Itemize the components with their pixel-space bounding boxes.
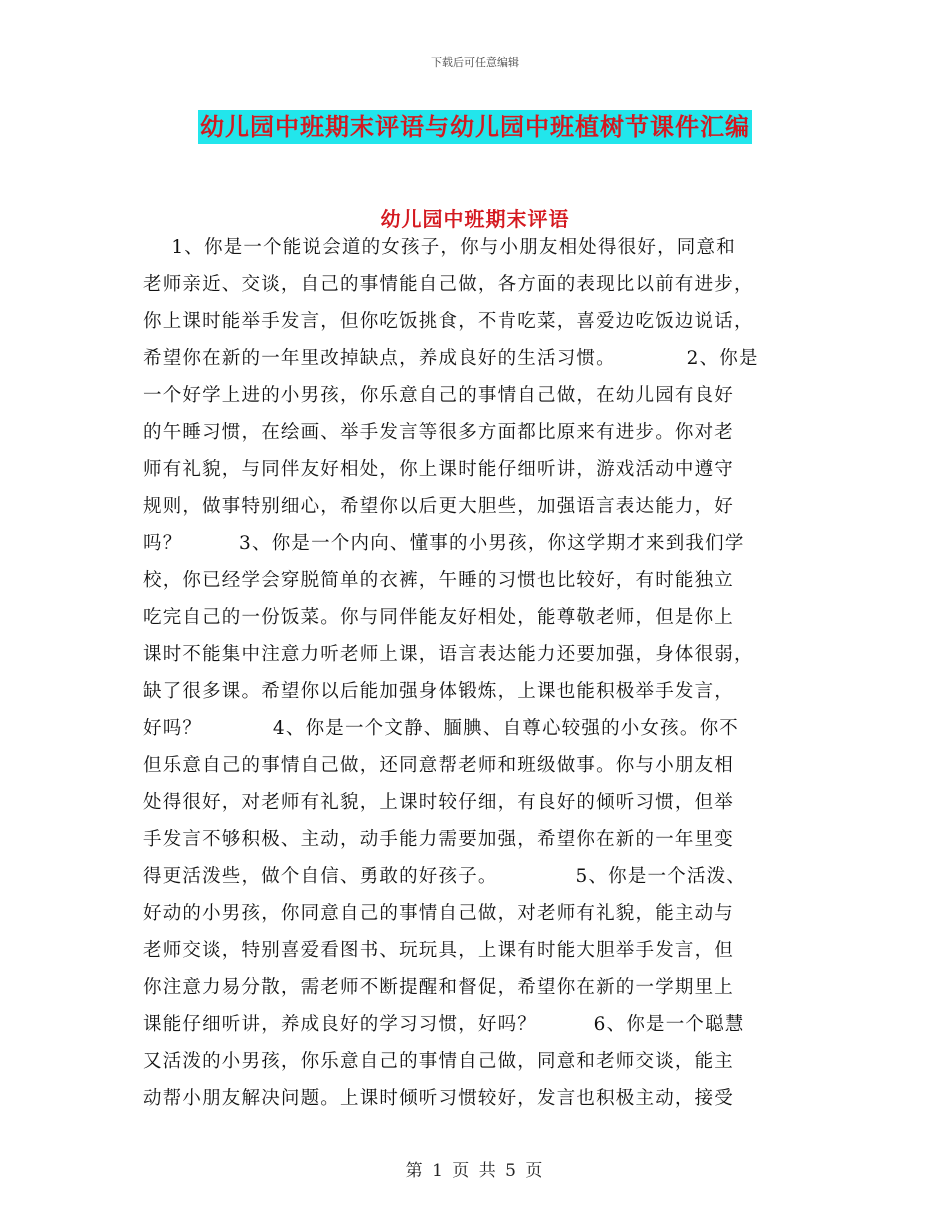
text-line: 规则，做事特别细心，希望你以后更大胆些，加强语言表达能力，好 xyxy=(143,496,735,517)
text-line: 的午睡习惯，在绘画、举手发言等很多方面都比原来有进步。你对老 xyxy=(143,422,735,443)
text-line: 但乐意自己的事情自己做，还同意帮老师和班级做事。你与小朋友相 xyxy=(143,755,735,776)
text-line: 一个好学上进的小男孩，你乐意自己的事情自己做，在幼儿园有良好 xyxy=(143,385,735,406)
body-text xyxy=(143,229,823,1117)
text-line: 老师亲近、交谈，自己的事情能自己做，各方面的表现比以前有进步， xyxy=(143,274,754,295)
text-line: 课时不能集中注意力听老师上课，语言表达能力还要加强，身体很弱， xyxy=(143,644,754,665)
text-line: 校，你已经学会穿脱简单的衣裤，午睡的习惯也比较好，有时能独立 xyxy=(143,570,735,591)
header-note: 下载后可任意编辑 xyxy=(431,56,519,69)
text-line: 好吗？ 4、你是一个文静、腼腆、自尊心较强的小女孩。你不 xyxy=(143,718,739,739)
text-line: 吃完自己的一份饭菜。你与同伴能友好相处，能尊敬老师，但是你上 xyxy=(143,607,735,628)
text-line: 师有礼貌，与同伴友好相处，你上课时能仔细听讲，游戏活动中遵守 xyxy=(143,459,735,480)
text-line: 处得很好，对老师有礼貌，上课时较仔细，有良好的倾听习惯，但举 xyxy=(143,792,735,813)
main-title: 幼儿园中班期末评语与幼儿园中班植树节课件汇编 xyxy=(198,110,752,144)
text-line: 你注意力易分散，需老师不断提醒和督促，希望你在新的一学期里上 xyxy=(143,977,735,998)
text-line: 缺了很多课。希望你以后能加强身体锻炼，上课也能积极举手发言， xyxy=(143,681,735,702)
text-line: 又活泼的小男孩，你乐意自己的事情自己做，同意和老师交谈，能主 xyxy=(143,1051,735,1072)
text-line: 好动的小男孩，你同意自己的事情自己做，对老师有礼貌，能主动与 xyxy=(143,903,735,924)
text-line: 课能仔细听讲，养成良好的学习习惯，好吗？ 6、你是一个聪慧 xyxy=(143,1014,745,1035)
text-line: 1、你是一个能说会道的女孩子，你与小朋友相处得很好，同意和 xyxy=(143,237,736,258)
main-title-container xyxy=(0,110,950,144)
text-line: 吗？ 3、你是一个内向、懂事的小男孩，你这学期才来到我们学 xyxy=(143,533,745,554)
text-line: 得更活泼些，做个自信、勇敢的好孩子。 5、你是一个活泼、 xyxy=(143,866,747,887)
text-line: 老师交谈，特别喜爱看图书、玩玩具，上课有时能大胆举手发言，但 xyxy=(143,940,735,961)
text-line: 手发言不够积极、主动，动手能力需要加强，希望你在新的一年里变 xyxy=(143,829,735,850)
page-number-footer: 第 1 页 共 5 页 xyxy=(405,1161,545,1181)
section-title: 幼儿园中班期末评语 xyxy=(380,207,570,231)
text-line: 你上课时能举手发言，但你吃饭挑食，不肯吃菜，喜爱边吃饭边说话， xyxy=(143,311,754,332)
text-line: 动帮小朋友解决问题。上课时倾听习惯较好，发言也积极主动，接受 xyxy=(143,1088,735,1109)
text-line: 希望你在新的一年里改掉缺点，养成良好的生活习惯。 2、你是 xyxy=(143,348,759,369)
